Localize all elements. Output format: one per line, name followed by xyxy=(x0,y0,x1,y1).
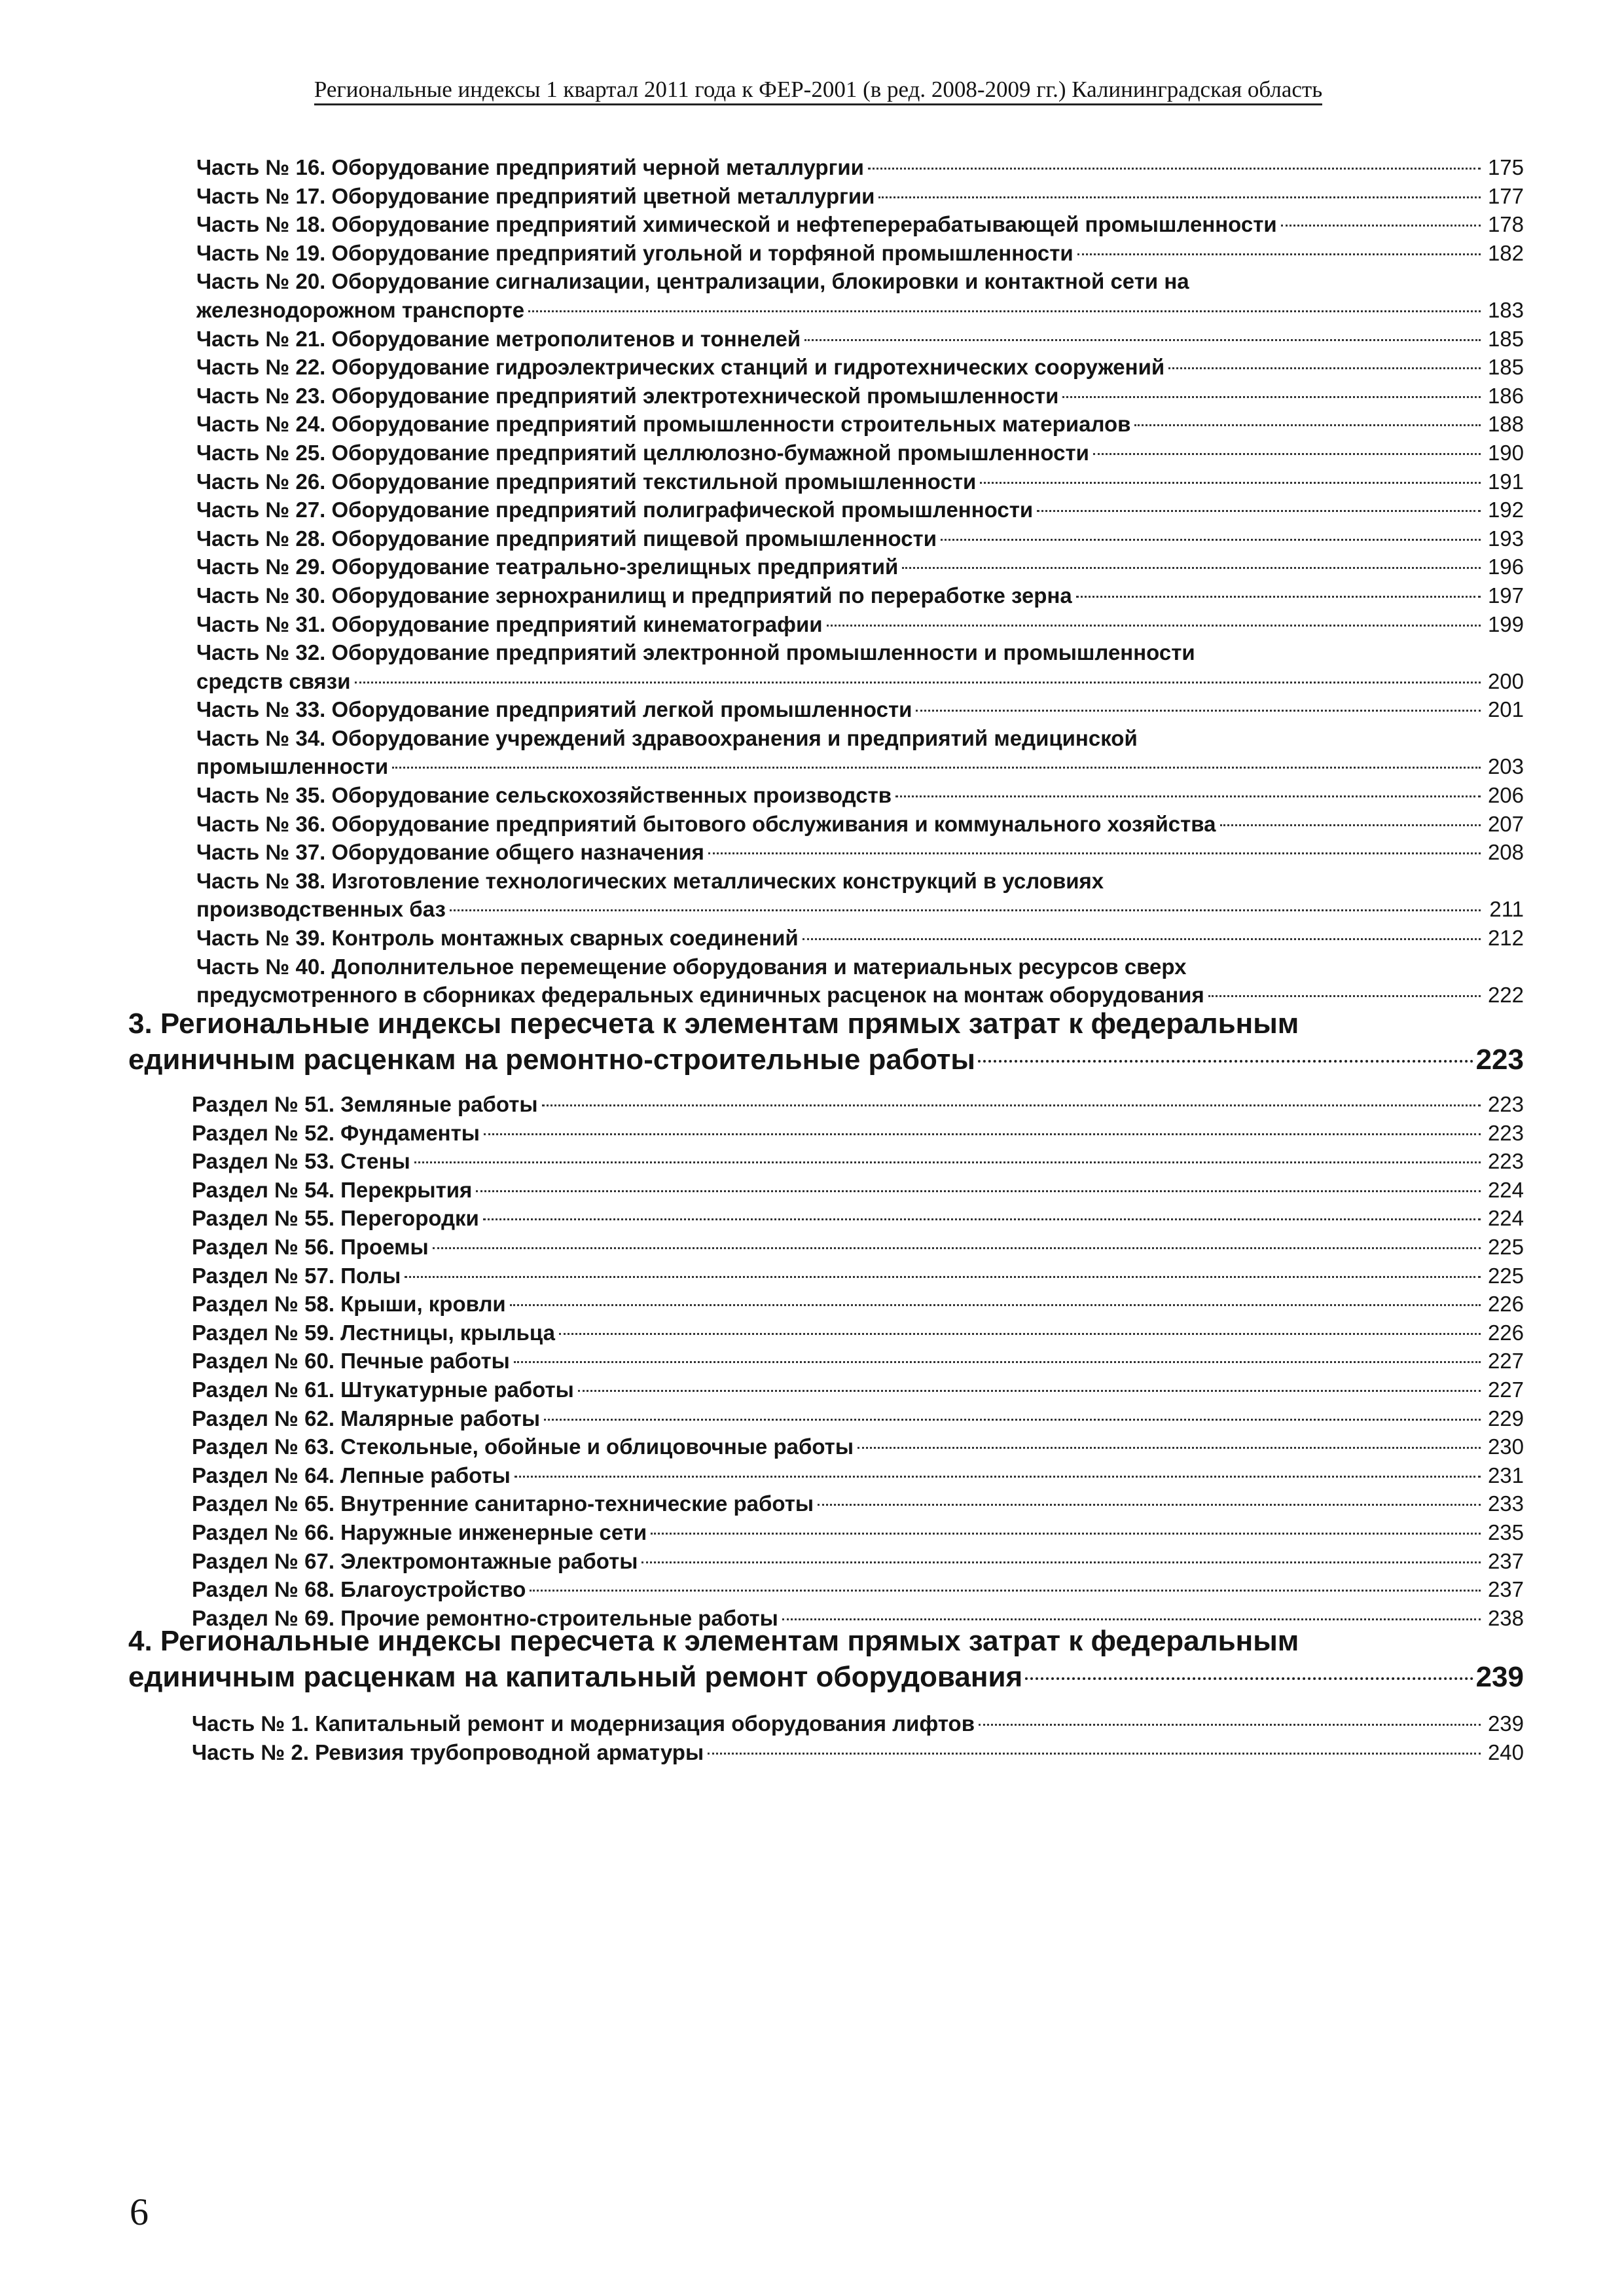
dot-leader xyxy=(483,1218,1481,1220)
toc-entry-page: 201 xyxy=(1487,697,1524,722)
toc-entry-page: 222 xyxy=(1487,983,1524,1008)
toc-entry-page: 211 xyxy=(1489,897,1524,922)
toc-entry-title: Раздел № 68. Благоустройство xyxy=(192,1577,526,1602)
toc-list-repair-parts xyxy=(192,1709,1524,1766)
dot-leader xyxy=(1076,596,1481,598)
toc-entry-title: Часть № 24. Оборудование предприятий промышленности строительных материалов xyxy=(196,412,1131,437)
toc-entry-title: Раздел № 65. Внутренние санитарно-технические работы xyxy=(192,1491,814,1516)
toc-entry-title: Раздел № 63. Стекольные, обойные и облицовочные работы xyxy=(192,1434,854,1459)
dot-leader xyxy=(895,795,1481,797)
toc-entry[interactable] xyxy=(192,1090,1524,1119)
toc-entry-title: производственных баз xyxy=(196,897,446,922)
dot-leader xyxy=(1134,424,1481,426)
toc-entry[interactable] xyxy=(196,695,1524,724)
toc-entry[interactable] xyxy=(196,467,1524,496)
toc-entry[interactable] xyxy=(196,610,1524,639)
toc-entry-page: 225 xyxy=(1487,1263,1524,1288)
toc-entry-title: Часть № 40. Дополнительное перемещение оборудования и материальных ресурсов сверх xyxy=(196,954,1187,979)
toc-entry-page: 183 xyxy=(1487,297,1524,322)
dot-leader xyxy=(978,1060,1473,1063)
dot-leader xyxy=(450,909,1481,911)
toc-entry[interactable] xyxy=(192,1404,1524,1433)
toc-entry[interactable] xyxy=(192,1347,1524,1376)
dot-leader xyxy=(868,168,1481,170)
dot-leader xyxy=(916,710,1481,712)
toc-entry-page: 212 xyxy=(1487,926,1524,951)
toc-entry-title: Часть № 27. Оборудование предприятий полиграфической промышленности xyxy=(196,498,1034,522)
toc-entry-title: Часть № 21. Оборудование метрополитенов и тоннелей xyxy=(196,326,801,351)
toc-entry[interactable] xyxy=(192,1119,1524,1148)
toc-entry-page: 229 xyxy=(1487,1406,1524,1430)
page-number: 6 xyxy=(130,2191,149,2233)
dot-leader xyxy=(355,682,1481,683)
toc-entry-title: Раздел № 64. Лепные работы xyxy=(192,1463,511,1487)
toc-entry-title: Часть № 20. Оборудование сигнализации, централизации, блокировки и контактной сети на xyxy=(196,269,1189,294)
dot-leader xyxy=(827,625,1481,627)
dot-leader xyxy=(1208,995,1481,997)
toc-entry[interactable] xyxy=(196,353,1524,382)
toc-entry-page: 178 xyxy=(1487,212,1524,237)
toc-entry-title: Раздел № 61. Штукатурные работы xyxy=(192,1377,574,1402)
toc-entry-line[interactable] xyxy=(196,867,1524,896)
toc-entry-title: Раздел № 57. Полы xyxy=(192,1263,401,1288)
toc-entry-page: 237 xyxy=(1487,1577,1524,1602)
toc-entry-title: Раздел № 59. Лестницы, крыльца xyxy=(192,1320,555,1345)
toc-entry-page: 224 xyxy=(1487,1177,1524,1202)
toc-entry-title: Раздел № 67. Электромонтажные работы xyxy=(192,1548,638,1573)
dot-leader xyxy=(708,1753,1481,1755)
toc-entry-title: Часть № 23. Оборудование предприятий электротехнической промышленности xyxy=(196,383,1059,408)
toc-entry[interactable] xyxy=(192,1233,1524,1262)
toc-entry[interactable] xyxy=(196,781,1524,810)
dot-leader xyxy=(578,1390,1481,1392)
toc-entry[interactable] xyxy=(196,239,1524,268)
toc-entry[interactable] xyxy=(196,496,1524,524)
toc-entry[interactable] xyxy=(196,296,1524,325)
toc-entry-page: 186 xyxy=(1487,383,1524,408)
toc-entry[interactable] xyxy=(196,153,1524,182)
dot-leader xyxy=(530,1590,1481,1592)
toc-entry[interactable] xyxy=(192,1489,1524,1518)
toc-entry[interactable] xyxy=(192,1204,1524,1233)
dot-leader xyxy=(405,1276,1481,1278)
dot-leader xyxy=(980,482,1481,484)
toc-entry-page: 206 xyxy=(1487,783,1524,808)
toc-entry-title: Раздел № 51. Земляные работы xyxy=(192,1092,538,1116)
toc-entry[interactable] xyxy=(196,553,1524,581)
toc-entry-title: Раздел № 60. Печные работы xyxy=(192,1349,510,1374)
toc-entry-page: 226 xyxy=(1487,1292,1524,1317)
toc-entry-page: 237 xyxy=(1487,1548,1524,1573)
toc-entry-title: Часть № 34. Оборудование учреждений здравоохранения и предприятий медицинской xyxy=(196,725,1138,750)
toc-entry[interactable] xyxy=(196,895,1524,924)
toc-entry[interactable] xyxy=(196,182,1524,211)
toc-entry[interactable] xyxy=(196,924,1524,953)
toc-entry-title: предусмотренного в сборниках федеральных единичных расценок на монтаж оборудования xyxy=(196,983,1204,1008)
dot-leader xyxy=(514,1361,1481,1363)
toc-entry-page: 223 xyxy=(1487,1092,1524,1116)
toc-entry-page: 182 xyxy=(1487,240,1524,265)
toc-entry-page: 227 xyxy=(1487,1349,1524,1374)
dot-leader xyxy=(510,1304,1481,1306)
toc-entry[interactable] xyxy=(192,1461,1524,1490)
dot-leader xyxy=(1062,396,1481,398)
toc-entry-title: Раздел № 62. Малярные работы xyxy=(192,1406,540,1430)
toc-entry-title: Часть № 33. Оборудование предприятий легкой промышленности xyxy=(196,697,912,722)
toc-entry-title: Часть № 32. Оборудование предприятий электронной промышленности и промышленности xyxy=(196,640,1195,665)
toc-entry-page: 225 xyxy=(1487,1234,1524,1259)
toc-entry[interactable] xyxy=(196,382,1524,410)
toc-entry-title: Часть № 25. Оборудование предприятий целлюлозно-бумажной промышленности xyxy=(196,440,1089,465)
dot-leader xyxy=(708,852,1481,854)
dot-leader xyxy=(433,1247,1481,1249)
toc-entry-title: Часть № 38. Изготовление технологических металлических конструкций в условиях xyxy=(196,868,1104,893)
section-page-number: 223 xyxy=(1475,1044,1524,1076)
toc-entry-title: Часть № 2. Ревизия трубопроводной арматуры xyxy=(192,1740,704,1764)
toc-entry-page: 230 xyxy=(1487,1434,1524,1459)
toc-entry-page: 208 xyxy=(1487,840,1524,865)
toc-entry-page: 240 xyxy=(1487,1740,1524,1764)
toc-entry-page: 227 xyxy=(1487,1377,1524,1402)
toc-entry[interactable] xyxy=(192,1176,1524,1205)
dot-leader xyxy=(818,1504,1481,1506)
toc-entry-title: Раздел № 66. Наружные инженерные сети xyxy=(192,1520,647,1544)
toc-entry-title: Раздел № 56. Проемы xyxy=(192,1234,429,1259)
dot-leader xyxy=(782,1618,1481,1620)
toc-entry-page: 192 xyxy=(1487,498,1524,522)
toc-entry[interactable] xyxy=(192,1575,1524,1604)
dot-leader xyxy=(1037,510,1481,512)
toc-entry-page: 199 xyxy=(1487,611,1524,636)
toc-entry-page: 233 xyxy=(1487,1491,1524,1516)
dot-leader xyxy=(979,1724,1481,1726)
toc-entry-page: 197 xyxy=(1487,583,1524,608)
toc-entry[interactable] xyxy=(196,838,1524,867)
toc-entry[interactable] xyxy=(192,1738,1524,1767)
toc-entry[interactable] xyxy=(192,1432,1524,1461)
dot-leader xyxy=(641,1561,1481,1563)
toc-entry-page: 190 xyxy=(1487,440,1524,465)
dot-leader xyxy=(803,938,1481,940)
section-title-line2: единичным расценкам на ремонтно-строительные работы xyxy=(128,1044,975,1076)
toc-entry-page: 185 xyxy=(1487,355,1524,380)
dot-leader xyxy=(484,1133,1481,1135)
section-page-number: 239 xyxy=(1475,1661,1524,1693)
toc-entry[interactable] xyxy=(192,1518,1524,1547)
toc-entry[interactable] xyxy=(196,752,1524,781)
dot-leader xyxy=(1025,1677,1473,1680)
toc-entry-page: 238 xyxy=(1487,1605,1524,1630)
toc-entry[interactable] xyxy=(192,1262,1524,1290)
toc-entry[interactable] xyxy=(196,439,1524,467)
dot-leader xyxy=(542,1104,1481,1106)
toc-list-parts xyxy=(196,153,1524,1010)
toc-entry-page: 193 xyxy=(1487,526,1524,551)
toc-entry-title: Раздел № 54. Перекрытия xyxy=(192,1177,473,1202)
dot-leader xyxy=(1077,253,1481,255)
toc-entry-title: Часть № 35. Оборудование сельскохозяйственных производств xyxy=(196,783,892,808)
toc-entry-page: 191 xyxy=(1487,469,1524,494)
toc-entry-title: Часть № 18. Оборудование предприятий химической и нефтеперерабатывающей промышленности xyxy=(196,212,1277,237)
toc-entry[interactable] xyxy=(192,1319,1524,1347)
toc-entry-title: Часть № 37. Оборудование общего назначения xyxy=(196,840,704,865)
dot-leader xyxy=(804,339,1481,341)
toc-entry-title: Раздел № 58. Крыши, кровли xyxy=(192,1292,506,1317)
toc-entry-title: Часть № 19. Оборудование предприятий угольной и торфяной промышленности xyxy=(196,240,1074,265)
toc-entry[interactable] xyxy=(196,210,1524,239)
dot-leader xyxy=(476,1190,1481,1192)
dot-leader xyxy=(902,567,1481,569)
toc-entry-title: Часть № 26. Оборудование предприятий текстильной промышленности xyxy=(196,469,977,494)
section-title-line1: 3. Региональные индексы пересчета к элементам прямых затрат к федеральным xyxy=(128,1008,1299,1040)
toc-section-4[interactable] xyxy=(128,1623,1524,1695)
toc-entry-title: Часть № 31. Оборудование предприятий кинематографии xyxy=(196,611,823,636)
toc-entry[interactable] xyxy=(192,1709,1524,1738)
toc-entry-page: 235 xyxy=(1487,1520,1524,1544)
toc-entry[interactable] xyxy=(192,1547,1524,1576)
toc-entry-title: средств связи xyxy=(196,668,351,693)
toc-entry-page: 231 xyxy=(1487,1463,1524,1487)
section-title-line2: единичным расценкам на капитальный ремонт оборудования xyxy=(128,1661,1023,1693)
dot-leader xyxy=(1281,225,1481,227)
toc-entry[interactable] xyxy=(196,810,1524,839)
toc-entry-page: 196 xyxy=(1487,555,1524,579)
toc-entry-title: Часть № 16. Оборудование предприятий черной металлургии xyxy=(196,155,864,179)
dot-leader xyxy=(1093,453,1481,455)
toc-entry-title: Часть № 28. Оборудование предприятий пищевой промышленности xyxy=(196,526,937,551)
toc-entry-page: 224 xyxy=(1487,1206,1524,1231)
toc-entry-line[interactable] xyxy=(196,638,1524,667)
toc-entry-line[interactable] xyxy=(196,267,1524,296)
toc-entry-title: Часть № 30. Оборудование зернохранилищ и предприятий по переработке зерна xyxy=(196,583,1072,608)
running-header-text: Региональные индексы 1 квартал 2011 года к ФЕР-2001 (в ред. 2008-2009 гг.) Калининградская область xyxy=(314,77,1322,105)
dot-leader xyxy=(559,1333,1481,1335)
dot-leader xyxy=(651,1533,1481,1535)
toc-entry[interactable] xyxy=(196,524,1524,553)
toc-entry[interactable] xyxy=(192,1147,1524,1176)
toc-entry-page: 185 xyxy=(1487,326,1524,351)
toc-entry-title: Часть № 17. Оборудование предприятий цветной металлургии xyxy=(196,183,875,208)
toc-entry-title: Часть № 29. Оборудование театрально-зрелищных предприятий xyxy=(196,555,899,579)
toc-entry-title: Раздел № 69. Прочие ремонтно-строительные работы xyxy=(192,1605,778,1630)
toc-list-sections xyxy=(192,1090,1524,1632)
toc-entry-page: 207 xyxy=(1487,811,1524,836)
dot-leader xyxy=(1168,367,1481,369)
running-header xyxy=(128,73,1509,106)
dot-leader xyxy=(414,1161,1481,1163)
toc-entry-page: 223 xyxy=(1487,1149,1524,1174)
dot-leader xyxy=(528,310,1481,312)
toc-entry-page: 226 xyxy=(1487,1320,1524,1345)
toc-entry-title: Часть № 39. Контроль монтажных сварных соединений xyxy=(196,926,799,951)
section-title-line1: 4. Региональные индексы пересчета к элементам прямых затрат к федеральным xyxy=(128,1625,1299,1657)
toc-entry[interactable] xyxy=(196,581,1524,610)
toc-entry-page: 203 xyxy=(1487,754,1524,779)
dot-leader xyxy=(392,767,1481,769)
dot-leader xyxy=(1220,824,1481,826)
toc-entry-line[interactable] xyxy=(196,953,1524,981)
toc-entry-title: Часть № 36. Оборудование предприятий бытового обслуживания и коммунального хозяйства xyxy=(196,811,1216,836)
dot-leader xyxy=(941,539,1481,541)
toc-entry-page: 175 xyxy=(1487,155,1524,179)
toc-entry-title: железнодорожном транспорте xyxy=(196,297,525,322)
toc-entry-title: Часть № 22. Оборудование гидроэлектрических станций и гидротехнических сооружений xyxy=(196,355,1165,380)
toc-entry[interactable] xyxy=(192,1376,1524,1404)
toc-section-3[interactable] xyxy=(128,1006,1524,1078)
toc-entry-title: Часть № 1. Капитальный ремонт и модернизация оборудования лифтов xyxy=(192,1711,975,1736)
toc-entry[interactable] xyxy=(196,410,1524,439)
toc-entry-page: 188 xyxy=(1487,412,1524,437)
toc-entry-page: 223 xyxy=(1487,1120,1524,1145)
toc-entry-page: 239 xyxy=(1487,1711,1524,1736)
toc-entry-page: 200 xyxy=(1487,668,1524,693)
toc-entry[interactable] xyxy=(196,325,1524,354)
dot-leader xyxy=(878,196,1481,198)
toc-entry-title: Раздел № 53. Стены xyxy=(192,1149,410,1174)
toc-entry-line[interactable] xyxy=(196,724,1524,753)
toc-entry[interactable] xyxy=(192,1290,1524,1319)
toc-entry[interactable] xyxy=(196,667,1524,696)
toc-entry-title: Раздел № 55. Перегородки xyxy=(192,1206,479,1231)
toc-entry-page: 177 xyxy=(1487,183,1524,208)
dot-leader xyxy=(857,1447,1481,1449)
dot-leader xyxy=(544,1419,1481,1421)
toc-entry-title: промышленности xyxy=(196,754,389,779)
dot-leader xyxy=(514,1476,1481,1478)
toc-entry-title: Раздел № 52. Фундаменты xyxy=(192,1120,480,1145)
